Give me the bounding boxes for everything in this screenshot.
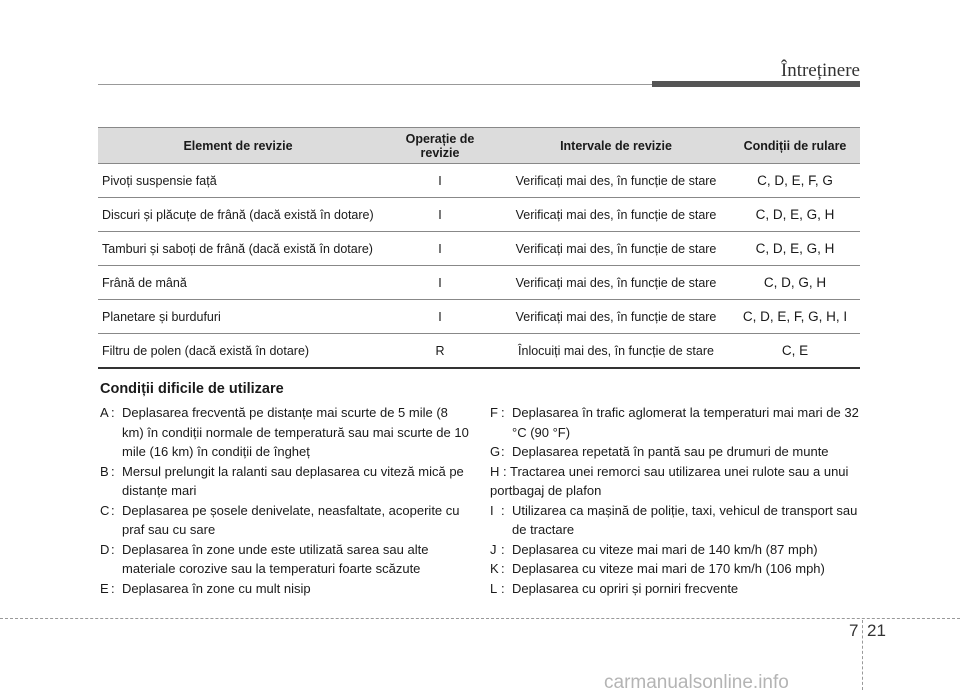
table-row bbox=[98, 266, 860, 300]
condition-key: G bbox=[490, 444, 501, 459]
column-header: Operație de revizie bbox=[378, 128, 502, 164]
page-index: 21 bbox=[867, 621, 886, 640]
table-row bbox=[98, 164, 860, 198]
table-cell: Pivoți suspensie față bbox=[98, 164, 378, 198]
condition-key: H bbox=[490, 463, 500, 479]
table-cell: I bbox=[378, 266, 502, 300]
table-row bbox=[98, 232, 860, 266]
table-cell: R bbox=[378, 334, 502, 369]
watermark: carmanualsonline.info bbox=[604, 672, 789, 693]
table-cell: C, D, E, F, G, H, I bbox=[730, 300, 860, 334]
table-cell: Planetare și burdufuri bbox=[98, 300, 378, 334]
maintenance-table bbox=[98, 127, 860, 369]
conditions-list-right bbox=[490, 403, 860, 598]
condition-key: E bbox=[100, 580, 109, 596]
table-cell: Verificați mai des, în funcție de stare bbox=[502, 266, 730, 300]
condition-key: D bbox=[100, 541, 110, 557]
table-cell: Verificați mai des, în funcție de stare bbox=[502, 198, 730, 232]
table-cell: Discuri și plăcuțe de frână (dacă există în dotare) bbox=[98, 198, 378, 232]
table-row bbox=[98, 334, 860, 369]
condition-key: K bbox=[490, 561, 499, 576]
table-header-row bbox=[98, 128, 860, 164]
condition-text: Deplasarea în trafic aglomerat la temperaturi mai mari de 32 °C (90 °F) bbox=[512, 405, 859, 440]
condition-key: B bbox=[100, 463, 109, 479]
condition-text: Deplasarea repetată în pantă sau pe drumuri de munte bbox=[512, 444, 829, 459]
table-cell: I bbox=[378, 300, 502, 334]
condition-text: Utilizarea ca mașină de poliție, taxi, vehicul de transport sau de tractare bbox=[512, 502, 858, 537]
condition-text: Deplasarea cu viteze mai mari de 170 km/h (106 mph) bbox=[512, 561, 825, 576]
table-cell: C, D, G, H bbox=[730, 266, 860, 300]
condition-key: I bbox=[490, 502, 494, 518]
page-number-divider bbox=[862, 620, 863, 690]
table-cell: C, D, E, F, G bbox=[730, 164, 860, 198]
table-cell: I bbox=[378, 198, 502, 232]
condition-item: G : Deplasarea repetată în pantă sau pe drumuri de munte bbox=[490, 442, 860, 462]
table-cell: C, D, E, G, H bbox=[730, 232, 860, 266]
condition-item: J : Deplasarea cu viteze mai mari de 140 km/h (87 mph) bbox=[490, 540, 860, 560]
condition-item: K : Deplasarea cu viteze mai mari de 170 km/h (106 mph) bbox=[490, 559, 860, 579]
condition-key: L bbox=[490, 580, 498, 596]
condition-item: F : Deplasarea în trafic aglomerat la temperaturi mai mari de 32 °C (90 °F) bbox=[490, 405, 859, 440]
footer-divider bbox=[0, 618, 960, 619]
table-cell: Verificați mai des, în funcție de stare bbox=[502, 300, 730, 334]
column-header: Intervale de revizie bbox=[502, 128, 730, 164]
condition-text: Deplasarea frecventă pe distanțe mai scurte de 5 mile (8 km) în condiții normale de temperatură sau mai scurte de 10 mile (16 km) în condiții de îngheț bbox=[122, 405, 469, 459]
column-header: Element de revizie bbox=[98, 128, 378, 164]
header-accent-bar bbox=[652, 81, 860, 87]
table-row bbox=[98, 300, 860, 334]
table-row bbox=[98, 198, 860, 232]
page-title: Întreținere bbox=[780, 60, 860, 81]
condition-key: A bbox=[100, 405, 109, 420]
conditions-heading: Condiții dificile de utilizare bbox=[100, 381, 284, 397]
column-header: Condiții de rulare bbox=[730, 128, 860, 164]
condition-item: E : Deplasarea în zone cu mult nisip bbox=[100, 579, 470, 599]
table-cell: I bbox=[378, 164, 502, 198]
table-cell: C, E bbox=[730, 334, 860, 369]
condition-text: Tractarea unei remorci sau utilizarea unei rulote sau a unui portbagaj de plafon bbox=[490, 463, 849, 498]
condition-key: J bbox=[490, 541, 497, 557]
conditions-list-left bbox=[100, 403, 470, 598]
condition-item: H : Tractarea unei remorci sau utilizarea unei rulote sau a unui portbagaj de plafon bbox=[490, 463, 849, 498]
condition-item: A : Deplasarea frecventă pe distanțe mai scurte de 5 mile (8 km) în condiții normale de temperatură sau mai scurte de 10 mile (16 km) în condiții de îngheț bbox=[100, 405, 469, 459]
table-cell: Filtru de polen (dacă există în dotare) bbox=[98, 334, 378, 369]
condition-text: Mersul prelungit la ralanti sau deplasarea cu viteză mică pe distanțe mari bbox=[122, 463, 464, 498]
table-cell: I bbox=[378, 232, 502, 266]
condition-key: F bbox=[490, 405, 498, 420]
table-cell: Înlocuiți mai des, în funcție de stare bbox=[502, 334, 730, 369]
condition-item: I : Utilizarea ca mașină de poliție, taxi, vehicul de transport sau de tractare bbox=[490, 502, 858, 537]
chapter-number: 7 bbox=[849, 621, 859, 640]
table-cell: Tamburi și saboți de frână (dacă există în dotare) bbox=[98, 232, 378, 266]
condition-text: Deplasarea pe șosele denivelate, neasfaltate, acoperite cu praf sau cu sare bbox=[122, 502, 460, 537]
condition-text: Deplasarea cu opriri și porniri frecvente bbox=[512, 580, 739, 596]
table-cell: C, D, E, G, H bbox=[730, 198, 860, 232]
condition-text: Deplasarea în zone cu mult nisip bbox=[122, 580, 311, 596]
condition-text: Deplasarea în zone unde este utilizată sarea sau alte materiale corozive sau la temperaturi foarte scăzute bbox=[122, 541, 429, 576]
table-cell: Verificați mai des, în funcție de stare bbox=[502, 232, 730, 266]
table-cell: Verificați mai des, în funcție de stare bbox=[502, 164, 730, 198]
condition-item: D : Deplasarea în zone unde este utilizată sarea sau alte materiale corozive sau la temperaturi foarte scăzute bbox=[100, 541, 429, 576]
table-cell: Frână de mână bbox=[98, 266, 378, 300]
condition-item: C : Deplasarea pe șosele denivelate, neasfaltate, acoperite cu praf sau cu sare bbox=[100, 502, 460, 537]
condition-key: C bbox=[100, 502, 110, 518]
condition-text: Deplasarea cu viteze mai mari de 140 km/h (87 mph) bbox=[512, 541, 818, 557]
condition-item: L : Deplasarea cu opriri și porniri frecvente bbox=[490, 579, 860, 599]
condition-item: B : Mersul prelungit la ralanti sau deplasarea cu viteză mică pe distanțe mari bbox=[100, 463, 464, 498]
